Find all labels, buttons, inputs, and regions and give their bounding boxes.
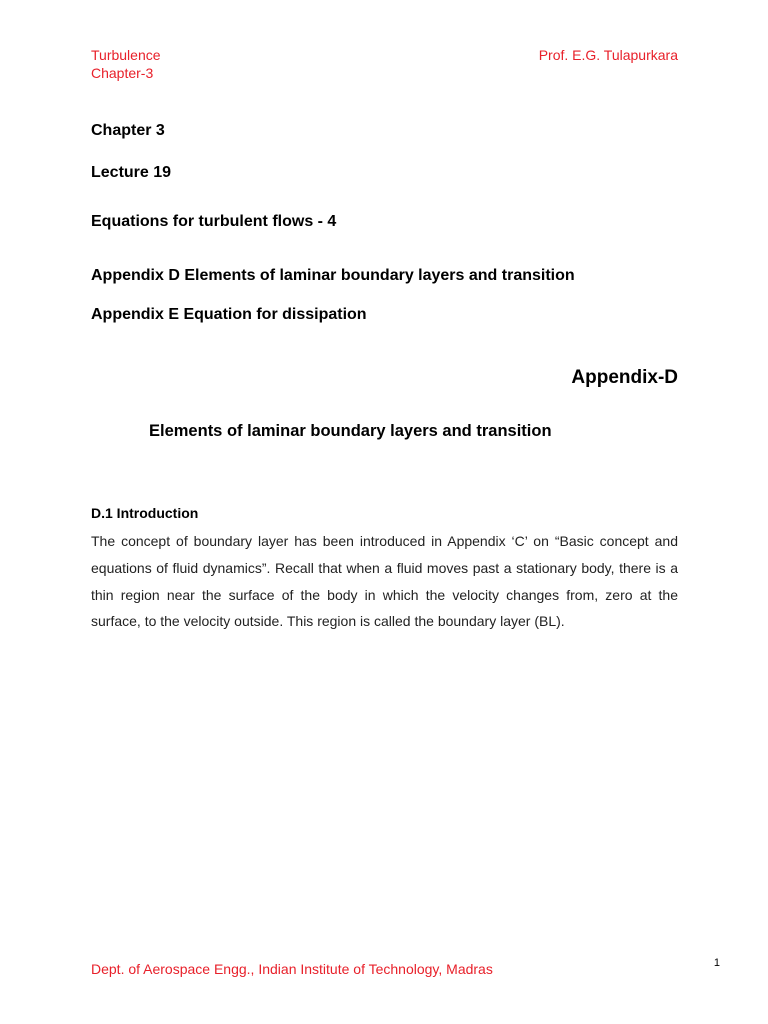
lecture-title: Lecture 19 xyxy=(91,164,172,181)
section-title: Elements of laminar boundary layers and transition xyxy=(149,422,552,440)
header-author: Prof. E.G. Tulapurkara xyxy=(538,47,678,63)
header-left xyxy=(91,46,161,82)
chapter-title: Chapter 3 xyxy=(91,122,165,139)
footer-text: Dept. of Aerospace Engg., Indian Institute of Technology, Madras xyxy=(91,961,493,977)
appendix-d-line: Appendix D Elements of laminar boundary layers and transition xyxy=(91,267,575,284)
intro-text: The concept of boundary layer has been introduced in Appendix ‘C’ on “Basic concept and equations of fluid dynamics”. Recall that when a fluid moves past a stationary body, there is a thin region near the surface of the body in which the velocity changes from, zero at the surface, to the velocity outside. This region is called the boundary layer (BL). xyxy=(91,533,678,630)
header-chapter: Chapter-3 xyxy=(91,65,154,81)
header-course: Turbulence xyxy=(91,47,161,63)
page-number: 1 xyxy=(713,957,720,969)
intro-heading: D.1 Introduction xyxy=(91,505,199,521)
equations-title: Equations for turbulent flows - 4 xyxy=(91,213,337,230)
appendix-e-line: Appendix E Equation for dissipation xyxy=(91,306,367,323)
appendix-heading: Appendix-D xyxy=(571,367,678,388)
intro-paragraph xyxy=(91,528,678,635)
